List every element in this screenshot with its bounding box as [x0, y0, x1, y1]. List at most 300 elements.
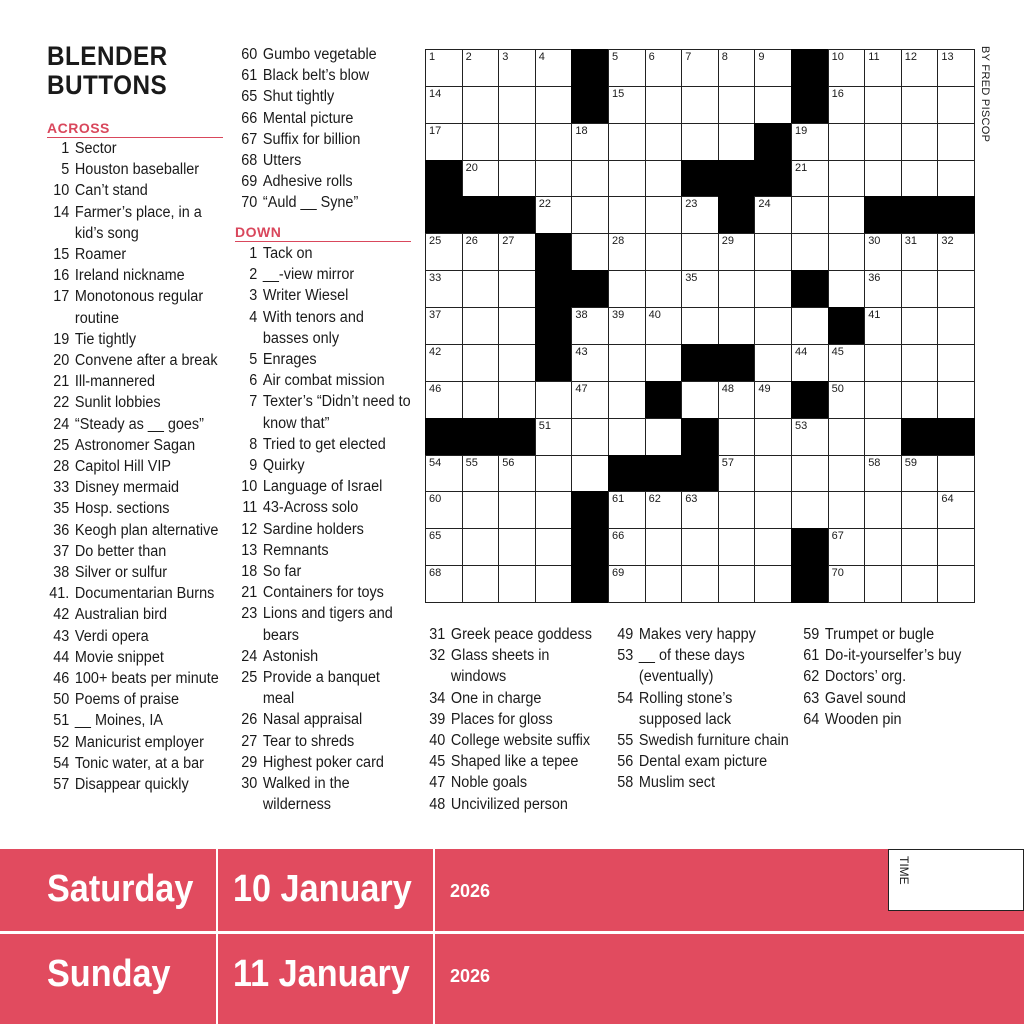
grid-cell[interactable] — [645, 307, 683, 345]
clue-text: Tear to shreds — [262, 732, 355, 750]
grid-cell[interactable] — [498, 233, 536, 271]
grid-cell[interactable] — [608, 418, 646, 456]
grid-cell[interactable] — [864, 381, 902, 419]
cell-number: 9 — [758, 51, 765, 63]
clue-number: 57 — [53, 776, 70, 794]
cell-number: 10 — [831, 51, 844, 63]
clue-number: 60 — [241, 46, 258, 63]
grid-cell[interactable] — [608, 344, 646, 382]
grid-cell[interactable] — [608, 196, 646, 234]
grid-cell[interactable] — [425, 307, 463, 345]
across-clue — [47, 626, 224, 647]
grid-cell[interactable] — [462, 86, 500, 124]
grid-cell[interactable] — [645, 491, 683, 529]
grid-cell[interactable] — [937, 86, 975, 124]
grid-cell[interactable] — [901, 344, 939, 382]
clue-number: 52 — [53, 733, 70, 751]
grid-cell[interactable] — [681, 196, 719, 234]
grid-cell[interactable] — [791, 455, 829, 493]
grid-block — [681, 344, 719, 382]
grid-cell[interactable] — [828, 528, 866, 566]
grid-cell[interactable] — [718, 418, 756, 456]
cell-number: 20 — [465, 161, 478, 174]
down-clue — [611, 730, 792, 751]
grid-cell[interactable] — [718, 528, 756, 566]
cell-number: 40 — [648, 309, 661, 322]
grid-cell[interactable] — [754, 307, 792, 345]
grid-cell[interactable] — [571, 196, 609, 234]
grid-cell[interactable] — [462, 160, 500, 198]
grid-cell[interactable] — [608, 307, 646, 345]
grid-cell[interactable] — [425, 270, 463, 308]
grid-cell[interactable] — [462, 381, 500, 419]
grid-cell[interactable] — [645, 86, 683, 124]
across-clue — [47, 456, 224, 477]
grid-cell[interactable] — [937, 565, 975, 603]
grid-block — [645, 455, 683, 493]
across-clue — [47, 732, 224, 753]
grid-cell[interactable] — [718, 455, 756, 493]
grid-cell[interactable] — [645, 528, 683, 566]
grid-cell[interactable] — [681, 381, 719, 419]
grid-cell[interactable] — [754, 270, 792, 308]
grid-cell[interactable] — [864, 307, 902, 345]
cell-number: 41 — [868, 309, 881, 322]
grid-cell[interactable] — [681, 233, 719, 271]
across-clue — [47, 350, 224, 371]
grid-cell[interactable] — [937, 491, 975, 529]
clue-text: Texter’s “Didn’t need to know that” — [262, 393, 411, 432]
clue-number: 2 — [249, 266, 258, 284]
grid-cell[interactable] — [535, 160, 573, 198]
clue-number: 6 — [249, 372, 258, 390]
grid-cell[interactable] — [718, 49, 756, 87]
grid-cell[interactable] — [754, 344, 792, 382]
grid-cell[interactable] — [425, 233, 463, 271]
grid-block — [791, 528, 829, 566]
grid-cell[interactable] — [425, 123, 463, 161]
grid-cell[interactable] — [828, 123, 866, 161]
grid-cell[interactable] — [462, 565, 500, 603]
clue-number: 24 — [53, 415, 70, 433]
grid-cell[interactable] — [498, 86, 536, 124]
down-clue — [611, 624, 792, 645]
clue-number: 25 — [241, 669, 258, 687]
grid-cell[interactable] — [718, 381, 756, 419]
clue-text: __ of these days (eventually) — [638, 647, 745, 686]
across-clue — [47, 180, 224, 201]
grid-cell[interactable] — [462, 344, 500, 382]
grid-cell[interactable] — [535, 123, 573, 161]
grid-cell[interactable] — [828, 455, 866, 493]
grid-cell[interactable] — [498, 270, 536, 308]
grid-cell[interactable] — [681, 86, 719, 124]
grid-cell[interactable] — [828, 196, 866, 234]
grid-cell[interactable] — [425, 49, 463, 87]
clue-number: 65 — [241, 88, 258, 106]
clue-number: 63 — [803, 689, 820, 707]
grid-cell[interactable] — [462, 491, 500, 529]
grid-cell[interactable] — [535, 196, 573, 234]
grid-cell[interactable] — [828, 565, 866, 603]
clue-text: Hosp. sections — [74, 500, 170, 518]
clue-text: Gavel sound — [824, 689, 906, 707]
grid-cell[interactable] — [498, 491, 536, 529]
cell-number: 38 — [575, 309, 588, 322]
grid-cell[interactable] — [791, 160, 829, 198]
grid-cell[interactable] — [535, 86, 573, 124]
cell-number: 47 — [575, 382, 588, 395]
grid-cell[interactable] — [498, 381, 536, 419]
grid-cell[interactable] — [462, 528, 500, 566]
grid-block — [498, 196, 536, 234]
clue-text: Tie tightly — [74, 330, 137, 348]
across-clue — [47, 329, 224, 350]
grid-cell[interactable] — [864, 123, 902, 161]
clue-text: Shaped like a tepee — [450, 753, 579, 771]
grid-cell[interactable] — [681, 270, 719, 308]
date-row-1 — [0, 849, 1024, 933]
grid-cell[interactable] — [608, 528, 646, 566]
grid-cell[interactable] — [828, 49, 866, 87]
grid-cell[interactable] — [828, 86, 866, 124]
grid-cell[interactable] — [828, 381, 866, 419]
grid-cell[interactable] — [718, 86, 756, 124]
grid-cell[interactable] — [498, 528, 536, 566]
grid-cell[interactable] — [828, 491, 866, 529]
down-clue — [611, 772, 792, 793]
grid-cell[interactable] — [864, 49, 902, 87]
cell-number: 63 — [685, 493, 698, 506]
cell-number: 3 — [502, 51, 509, 63]
grid-cell[interactable] — [901, 86, 939, 124]
clue-number: 30 — [241, 775, 258, 793]
grid-cell[interactable] — [718, 565, 756, 603]
grid-cell[interactable] — [681, 491, 719, 529]
grid-cell[interactable] — [645, 233, 683, 271]
grid-cell[interactable] — [425, 455, 463, 493]
grid-cell[interactable] — [462, 123, 500, 161]
grid-cell[interactable] — [864, 233, 902, 271]
grid-cell[interactable] — [718, 307, 756, 345]
grid-cell[interactable] — [754, 49, 792, 87]
crossword-grid[interactable] — [425, 49, 974, 602]
clue-text: Air combat mission — [262, 372, 385, 390]
clue-text: So far — [262, 563, 302, 581]
grid-cell[interactable] — [645, 418, 683, 456]
grid-cell[interactable] — [571, 307, 609, 345]
grid-cell[interactable] — [425, 86, 463, 124]
clue-text: Capitol Hill VIP — [74, 458, 172, 476]
clue-text: Black belt’s blow — [262, 67, 370, 85]
grid-cell[interactable] — [828, 270, 866, 308]
grid-cell[interactable] — [937, 123, 975, 161]
grid-cell[interactable] — [901, 565, 939, 603]
clue-number: 40 — [429, 732, 446, 750]
grid-cell[interactable] — [864, 270, 902, 308]
day-label: Sunday — [47, 953, 171, 995]
grid-cell[interactable] — [754, 233, 792, 271]
clue-number: 39 — [429, 710, 446, 728]
clue-text: Remnants — [262, 541, 329, 559]
down-clue — [235, 646, 412, 667]
cell-number: 62 — [648, 493, 661, 506]
grid-cell[interactable] — [791, 418, 829, 456]
down-clue — [423, 709, 604, 730]
grid-cell[interactable] — [645, 344, 683, 382]
across-clues-column-1 — [47, 138, 223, 795]
clue-text: Wooden pin — [824, 710, 902, 728]
grid-cell[interactable] — [498, 123, 536, 161]
grid-cell[interactable] — [754, 86, 792, 124]
grid-cell[interactable] — [937, 270, 975, 308]
grid-cell[interactable] — [462, 49, 500, 87]
down-clue — [611, 688, 792, 730]
clue-text: Australian bird — [74, 606, 168, 624]
across-clue — [47, 202, 224, 244]
grid-cell[interactable] — [718, 491, 756, 529]
clue-number: 20 — [53, 352, 70, 370]
clue-text: Dental exam picture — [638, 753, 768, 771]
grid-cell[interactable] — [901, 160, 939, 198]
time-box[interactable] — [888, 849, 1024, 911]
grid-cell[interactable] — [864, 418, 902, 456]
grid-cell[interactable] — [425, 528, 463, 566]
grid-cell[interactable] — [937, 160, 975, 198]
grid-cell[interactable] — [608, 491, 646, 529]
grid-cell[interactable] — [901, 455, 939, 493]
clue-number: 25 — [53, 436, 70, 454]
grid-cell[interactable] — [681, 565, 719, 603]
clue-text: Shut tightly — [262, 88, 335, 106]
clue-text: College website suffix — [450, 732, 591, 750]
clue-number: 56 — [617, 753, 634, 771]
cell-number: 27 — [502, 235, 515, 248]
across-clue — [235, 150, 412, 171]
grid-cell[interactable] — [937, 344, 975, 382]
grid-cell[interactable] — [791, 307, 829, 345]
grid-cell[interactable] — [901, 233, 939, 271]
grid-cell[interactable] — [535, 381, 573, 419]
grid-cell[interactable] — [425, 491, 463, 529]
grid-cell[interactable] — [462, 307, 500, 345]
grid-cell[interactable] — [754, 196, 792, 234]
grid-cell[interactable] — [498, 307, 536, 345]
across-clue — [47, 371, 224, 392]
clue-text: Poems of praise — [74, 691, 180, 709]
grid-cell[interactable] — [608, 381, 646, 419]
grid-cell[interactable] — [498, 565, 536, 603]
down-clues-column-2 — [423, 624, 603, 815]
grid-cell[interactable] — [901, 49, 939, 87]
grid-cell[interactable] — [681, 49, 719, 87]
grid-cell[interactable] — [937, 455, 975, 493]
cell-number: 35 — [685, 272, 698, 285]
grid-cell[interactable] — [791, 344, 829, 382]
down-clue — [423, 688, 604, 709]
across-heading: ACROSS — [47, 119, 223, 138]
grid-cell[interactable] — [937, 49, 975, 87]
grid-cell[interactable] — [608, 233, 646, 271]
clue-text: Tack on — [262, 245, 313, 262]
grid-cell[interactable] — [498, 49, 536, 87]
grid-cell[interactable] — [571, 123, 609, 161]
grid-cell[interactable] — [718, 270, 756, 308]
clue-text: Enrages — [262, 351, 317, 369]
grid-cell[interactable] — [571, 233, 609, 271]
grid-cell[interactable] — [608, 270, 646, 308]
grid-cell[interactable] — [608, 49, 646, 87]
across-clue — [235, 108, 412, 129]
grid-cell[interactable] — [645, 270, 683, 308]
cell-number: 25 — [429, 235, 442, 248]
grid-block — [901, 196, 939, 234]
grid-cell[interactable] — [754, 528, 792, 566]
grid-cell[interactable] — [864, 528, 902, 566]
grid-cell[interactable] — [425, 381, 463, 419]
grid-cell[interactable] — [425, 344, 463, 382]
grid-cell[interactable] — [828, 418, 866, 456]
down-clue — [797, 624, 998, 645]
cell-number: 16 — [831, 87, 844, 100]
grid-cell[interactable] — [864, 491, 902, 529]
grid-cell[interactable] — [425, 565, 463, 603]
down-clue — [423, 794, 604, 815]
grid-block — [425, 160, 463, 198]
grid-cell[interactable] — [791, 491, 829, 529]
clue-text: Do-it-yourselfer’s buy — [824, 647, 962, 665]
grid-block — [901, 418, 939, 456]
cell-number: 43 — [575, 345, 588, 358]
grid-cell[interactable] — [608, 86, 646, 124]
grid-cell[interactable] — [645, 160, 683, 198]
grid-cell[interactable] — [608, 565, 646, 603]
grid-cell[interactable] — [791, 233, 829, 271]
across-clue — [47, 562, 224, 583]
grid-cell[interactable] — [535, 455, 573, 493]
grid-cell[interactable] — [864, 455, 902, 493]
grid-cell[interactable] — [754, 455, 792, 493]
grid-cell[interactable] — [535, 49, 573, 87]
grid-cell[interactable] — [864, 344, 902, 382]
grid-cell[interactable] — [937, 233, 975, 271]
grid-cell[interactable] — [571, 344, 609, 382]
clue-text: Do better than — [74, 542, 167, 560]
grid-cell[interactable] — [754, 565, 792, 603]
across-clue — [235, 44, 412, 65]
grid-cell[interactable] — [535, 565, 573, 603]
grid-cell[interactable] — [571, 160, 609, 198]
grid-cell[interactable] — [571, 455, 609, 493]
cell-number: 45 — [831, 345, 844, 358]
across-clue — [47, 498, 224, 519]
cell-number: 39 — [612, 309, 625, 322]
grid-cell[interactable] — [462, 233, 500, 271]
grid-cell[interactable] — [901, 381, 939, 419]
grid-cell[interactable] — [645, 123, 683, 161]
grid-cell[interactable] — [718, 123, 756, 161]
grid-block — [535, 344, 573, 382]
grid-cell[interactable] — [901, 270, 939, 308]
across-clue — [47, 244, 224, 265]
grid-cell[interactable] — [901, 123, 939, 161]
grid-cell[interactable] — [462, 270, 500, 308]
grid-cell[interactable] — [754, 418, 792, 456]
grid-cell[interactable] — [535, 491, 573, 529]
year-label: 2026 — [450, 881, 491, 901]
grid-cell[interactable] — [535, 418, 573, 456]
divider — [433, 934, 435, 1024]
grid-cell[interactable] — [645, 196, 683, 234]
grid-cell[interactable] — [645, 49, 683, 87]
grid-cell[interactable] — [498, 160, 536, 198]
grid-block — [791, 270, 829, 308]
grid-cell[interactable] — [864, 86, 902, 124]
cell-number: 55 — [465, 456, 478, 469]
grid-cell[interactable] — [681, 528, 719, 566]
clue-text: Glass sheets in windows — [450, 647, 550, 686]
grid-cell[interactable] — [937, 307, 975, 345]
down-clue — [235, 243, 412, 264]
grid-cell[interactable] — [645, 565, 683, 603]
grid-cell[interactable] — [901, 491, 939, 529]
down-clue — [235, 285, 412, 306]
grid-cell[interactable] — [462, 455, 500, 493]
grid-cell[interactable] — [718, 233, 756, 271]
grid-cell[interactable] — [681, 123, 719, 161]
clue-text: Swedish furniture chain — [638, 732, 789, 750]
grid-cell[interactable] — [828, 344, 866, 382]
clue-number: 64 — [803, 710, 820, 728]
down-clue — [235, 731, 412, 752]
cell-number: 50 — [831, 382, 844, 395]
cell-number: 28 — [612, 235, 625, 248]
clue-number: 21 — [53, 373, 70, 391]
clue-number: 3 — [249, 287, 258, 305]
cell-number: 13 — [941, 51, 954, 63]
grid-cell[interactable] — [791, 196, 829, 234]
grid-cell[interactable] — [901, 528, 939, 566]
grid-cell[interactable] — [754, 491, 792, 529]
grid-cell[interactable] — [571, 381, 609, 419]
grid-cell[interactable] — [498, 344, 536, 382]
grid-cell[interactable] — [754, 381, 792, 419]
grid-cell[interactable] — [828, 233, 866, 271]
down-clue — [423, 730, 604, 751]
grid-block — [828, 307, 866, 345]
grid-cell[interactable] — [864, 565, 902, 603]
grid-cell[interactable] — [937, 528, 975, 566]
grid-cell[interactable] — [681, 307, 719, 345]
grid-cell[interactable] — [864, 160, 902, 198]
clue-text: Sector — [74, 140, 117, 157]
grid-cell[interactable] — [608, 123, 646, 161]
across-clue — [235, 171, 412, 192]
down-clue — [423, 624, 604, 645]
grid-cell[interactable] — [571, 418, 609, 456]
grid-cell[interactable] — [901, 307, 939, 345]
grid-cell[interactable] — [791, 123, 829, 161]
grid-cell[interactable] — [608, 160, 646, 198]
grid-cell[interactable] — [937, 381, 975, 419]
grid-cell[interactable] — [828, 160, 866, 198]
grid-block — [571, 528, 609, 566]
across-clue — [235, 65, 412, 86]
grid-block — [535, 270, 573, 308]
grid-cell[interactable] — [498, 455, 536, 493]
down-clue — [235, 476, 412, 497]
grid-cell[interactable] — [535, 528, 573, 566]
